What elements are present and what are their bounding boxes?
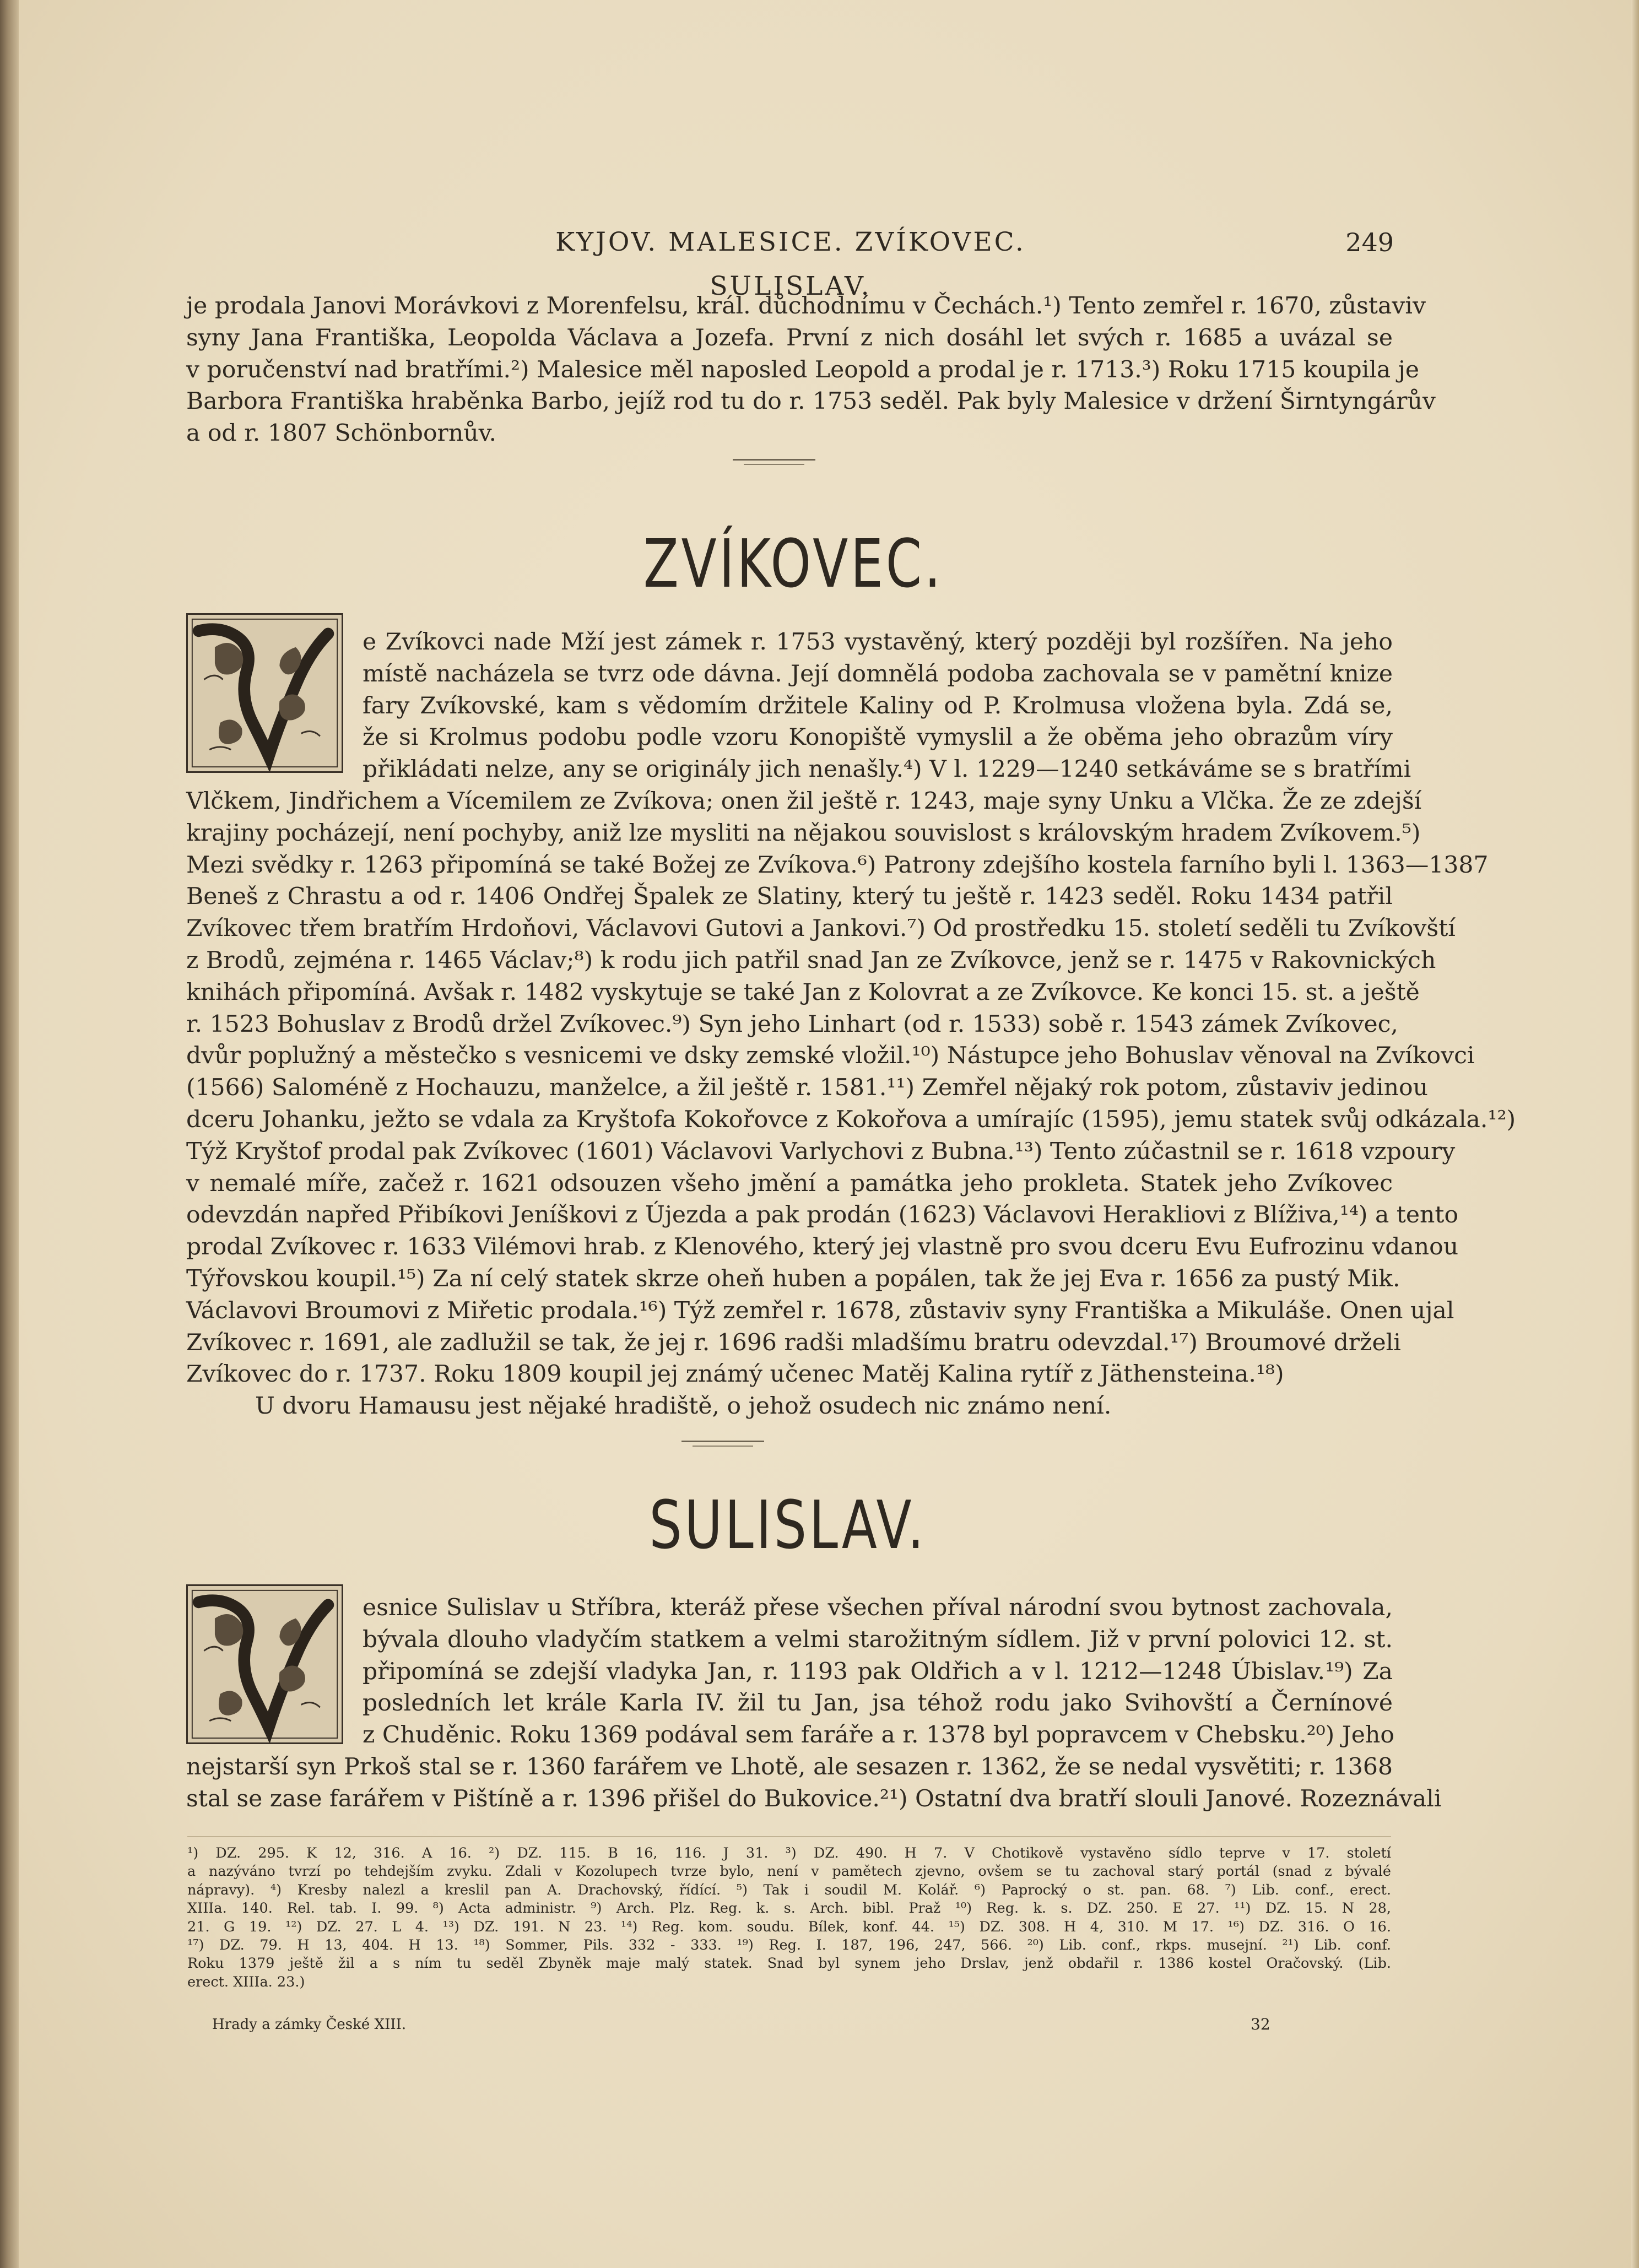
text-line: z Chuděnic. Roku 1369 podával sem faráře a r. 1378 byl popravcem v Chebsku.²⁰) Jeho bbox=[363, 1722, 1394, 1749]
text-line: přikládati nelze, any se originály jich nenašly.⁴) V l. 1229—1240 setkáváme se s bratřími bbox=[363, 756, 1411, 783]
page-edge bbox=[1631, 0, 1639, 2268]
running-title: KYJOV. MALESICE. ZVÍKOVEC. SULISLAV. bbox=[555, 227, 1026, 301]
text-line: Vlčkem, Jindřichem a Vícemilem ze Zvíkova; onen žil ještě r. 1243, maje syny Unku a Vlčka. Že ze zdejší bbox=[186, 787, 1422, 815]
text-line: Zvíkovec do r. 1737. Roku 1809 koupil jej známý učenec Matěj Kalina rytíř z Jäthensteina.¹⁸) bbox=[186, 1361, 1284, 1388]
text-line: fary Zvíkovské, kam s vědomím držitele Kaliny od P. Krolmusa vložena byla. Zdá se, bbox=[363, 692, 1393, 719]
text-line: Václavovi Broumovi z Miřetic prodala.¹⁶) Týž zemřel r. 1678, zůstaviv syny Františka a Mikuláše. Onen ujal bbox=[186, 1297, 1454, 1324]
text-line: v nemalé míře, začež r. 1621 odsouzen všeho jmění a památka jeho prokleta. Statek jeho Zvíkovec bbox=[186, 1170, 1393, 1197]
text-line: z Brodů, zejména r. 1465 Václav;⁸) k rodu jich patřil snad Jan ze Zvíkovce, jenž se r. 1475 v Rakovnických bbox=[186, 946, 1436, 974]
footer-signature: 32 bbox=[1251, 2015, 1270, 2033]
footer-book-title: Hrady a zámky České XIII. bbox=[212, 2016, 407, 2033]
sulislav-paragraph bbox=[186, 1592, 1442, 1815]
section-divider-thin bbox=[693, 1446, 753, 1447]
text-line: že si Krolmus podobu podle vzoru Konopiště vymyslil a že oběma jeho obrazům víry bbox=[363, 724, 1393, 751]
footnote-line: Roku 1379 ještě žil a s ním tu seděl Zbyněk maje malý statek. Snad byl synem jeho Drslav, jenž obdařil r. 1386 kostel Oračovský. (Lib. bbox=[187, 1955, 1391, 1972]
text-line: prodal Zvíkovec r. 1633 Vilémovi hrab. z Klenového, který jej vlastně pro svou dceru Evu Eufrozinu vdanou bbox=[186, 1233, 1459, 1261]
text-line: a od r. 1807 Schönbornův. bbox=[186, 420, 497, 447]
text-line: Zvíkovec třem bratřím Hrdoňovi, Václavovi Gutovi a Jankovi.⁷) Od prostředku 15. století seděli tu Zvíkovští bbox=[186, 915, 1456, 943]
text-line: odevzdán napřed Přibíkovi Jeníškovi z Újezda a pak prodán (1623) Václavovi Herakliovi z Blíživa,¹⁴) a tento bbox=[186, 1201, 1459, 1229]
footnotes bbox=[187, 1844, 1391, 1991]
intro-paragraph bbox=[186, 290, 1436, 450]
text-line: Zvíkovec r. 1691, ale zadlužil se tak, že jej r. 1696 radši mladšímu bratru odevzdal.¹⁷) Broumové drželi bbox=[186, 1329, 1401, 1356]
footnote-line: erect. XIIIa. 23.) bbox=[187, 1973, 305, 1990]
text-line: Mezi svědky r. 1263 připomíná se také Božej ze Zvíkova.⁶) Patrony zdejšího kostela farního byli l. 1363—1387 bbox=[186, 851, 1489, 879]
text-line: knihách připomíná. Avšak r. 1482 vyskytuje se také Jan z Kolovrat a ze Zvíkovce. Ke konci 15. st. a ještě bbox=[186, 978, 1420, 1006]
text-line: bývala dlouho vladyčím statkem a velmi starožitným sídlem. Již v první polovici 12. st. bbox=[363, 1626, 1393, 1653]
text-line: esnice Sulislav u Stříbra, kteráž přese všechen příval národní svou bytnost zachovala, bbox=[363, 1594, 1393, 1621]
text-line: U dvoru Hamausu jest nějaké hradiště, o jehož osudech nic známo není. bbox=[255, 1393, 1112, 1420]
footnote-line: XIIIa. 140. Rel. tab. I. 99. ⁸) Acta administr. ⁹) Arch. Plz. Reg. k. s. Arch. bibl. Praž ¹⁰) Reg. k. s. DZ. 250. E 27. ¹¹) DZ. 15. N 28, bbox=[187, 1900, 1391, 1917]
text-line: Beneš z Chrastu a od r. 1406 Ondřej Špalek ze Slatiny, který tu ještě r. 1423 seděl. Roku 1434 patřil bbox=[186, 883, 1393, 911]
footnote-line: 21. G 19. ¹²) DZ. 27. L 4. ¹³) DZ. 191. N 23. ¹⁴) Reg. kom. soudu. Bílek, konf. 44. ¹⁵) DZ. 308. H 4, 310. M 17. ¹⁶) DZ. 316. O 16. bbox=[187, 1918, 1391, 1935]
footnote-line: ¹) DZ. 295. K 12, 316. A 16. ²) DZ. 115. B 16, 116. J 31. ³) DZ. 490. H 7. V Chotikově vystavěno sídlo teprve v 17. století bbox=[187, 1845, 1391, 1861]
section-title-zvikovec: ZVÍKOVEC. bbox=[643, 526, 944, 603]
text-line: krajiny pocházejí, není pochyby, aniž lze mysliti na nějakou souvislost s královským hradem Zvíkovem.⁵) bbox=[186, 819, 1421, 847]
text-line: dceru Johanku, ježto se vdala za Kryštofa Kokořovce z Kokořova a umírajíc (1595), jemu statek svůj odkázala.¹²) bbox=[186, 1106, 1516, 1133]
footnote-line: a nazýváno tvrzí po tehdejším zvyku. Zdali v Kozolupech tvrze bylo, není v pamětech zjevno, ovšem se tu zachoval starý portál (snad z bývalé bbox=[187, 1863, 1391, 1880]
text-line: Týřovskou koupil.¹⁵) Za ní celý statek skrze oheň huben a popálen, tak že jej Eva r. 1656 za pustý Mik. bbox=[186, 1265, 1400, 1292]
footnote-line: nápravy). ⁴) Kresby nalezl a kreslil pan A. Drachovský, řídící. ⁵) Tak i soudil M. Kolář. ⁶) Paprocký o st. pan. 68. ⁷) Lib. conf., erect. bbox=[187, 1881, 1391, 1898]
footnote-divider bbox=[187, 1836, 1391, 1837]
section-title-sulislav: SULISLAV. bbox=[649, 1487, 927, 1564]
text-line: Barbora Františka hraběnka Barbo, jejíž rod tu do r. 1753 seděl. Pak byly Malesice v držení Širntyngárův bbox=[186, 388, 1436, 415]
page-number: 249 bbox=[1345, 228, 1394, 257]
text-line: místě nacházela se tvrz ode dávna. Její domnělá podoba zachovala se v pamětní knize bbox=[363, 660, 1393, 688]
footnote-line: ¹⁷) DZ. 79. H 13, 404. H 13. ¹⁸) Sommer, Pils. 332 - 333. ¹⁹) Reg. I. 187, 196, 247, 566. ²⁰) Lib. conf., rkps. musejní. ²¹) Lib. conf. bbox=[187, 1936, 1391, 1953]
binding-edge bbox=[0, 0, 19, 2268]
zvikovec-paragraph bbox=[186, 626, 1516, 1422]
section-divider bbox=[681, 1441, 764, 1442]
text-line: r. 1523 Bohuslav z Brodů držel Zvíkovec.⁹) Syn jeho Linhart (od r. 1533) sobě r. 1543 zámek Zvíkovec, bbox=[186, 1010, 1398, 1038]
section-divider-thin bbox=[744, 464, 804, 465]
text-line: je prodala Janovi Morávkovi z Morenfelsu, král. důchodnímu v Čechách.¹) Tento zemřel r. 1670, zůstaviv bbox=[186, 293, 1426, 320]
text-line: posledních let krále Karla IV. žil tu Jan, jsa téhož rodu jako Svihovští a Černínové bbox=[363, 1690, 1393, 1717]
text-line: nejstarší syn Prkoš stal se r. 1360 farářem ve Lhotě, ale sesazen r. 1362, že se nedal vysvětiti; r. 1368 bbox=[186, 1753, 1393, 1780]
text-line: dvůr poplužný a městečko s vesnicemi ve dsky zemské vložil.¹⁰) Nástupce jeho Bohuslav věnoval na Zvíkovci bbox=[186, 1042, 1475, 1070]
text-line: v poručenství nad bratřími.²) Malesice měl naposled Leopold a prodal je r. 1713.³) Roku 1715 koupila je bbox=[186, 356, 1420, 383]
text-line: Týž Kryštof prodal pak Zvíkovec (1601) Václavovi Varlychovi z Bubna.¹³) Tento zúčastnil se r. 1618 vzpoury bbox=[186, 1138, 1456, 1165]
section-divider bbox=[733, 459, 815, 461]
text-line: připomíná se zdejší vladyka Jan, r. 1193 pak Oldřich a v l. 1212—1248 Úbislav.¹⁹) Za bbox=[363, 1658, 1393, 1685]
text-line: syny Jana Františka, Leopolda Václava a Jozefa. První z nich dosáhl let svých r. 1685 a uvázal se bbox=[186, 324, 1393, 351]
text-line: e Zvíkovci nade Mží jest zámek r. 1753 vystavěný, který později byl rozšířen. Na jeho bbox=[363, 629, 1393, 656]
text-line: stal se zase farářem v Pištíně a r. 1396 přišel do Bukovice.²¹) Ostatní dva bratří slouli Janové. Rozeznávali bbox=[186, 1785, 1442, 1812]
text-line: (1566) Saloméně z Hochauzu, manželce, a žil ještě r. 1581.¹¹) Zemřel nějaký rok potom, zůstaviv jedinou bbox=[186, 1074, 1428, 1102]
